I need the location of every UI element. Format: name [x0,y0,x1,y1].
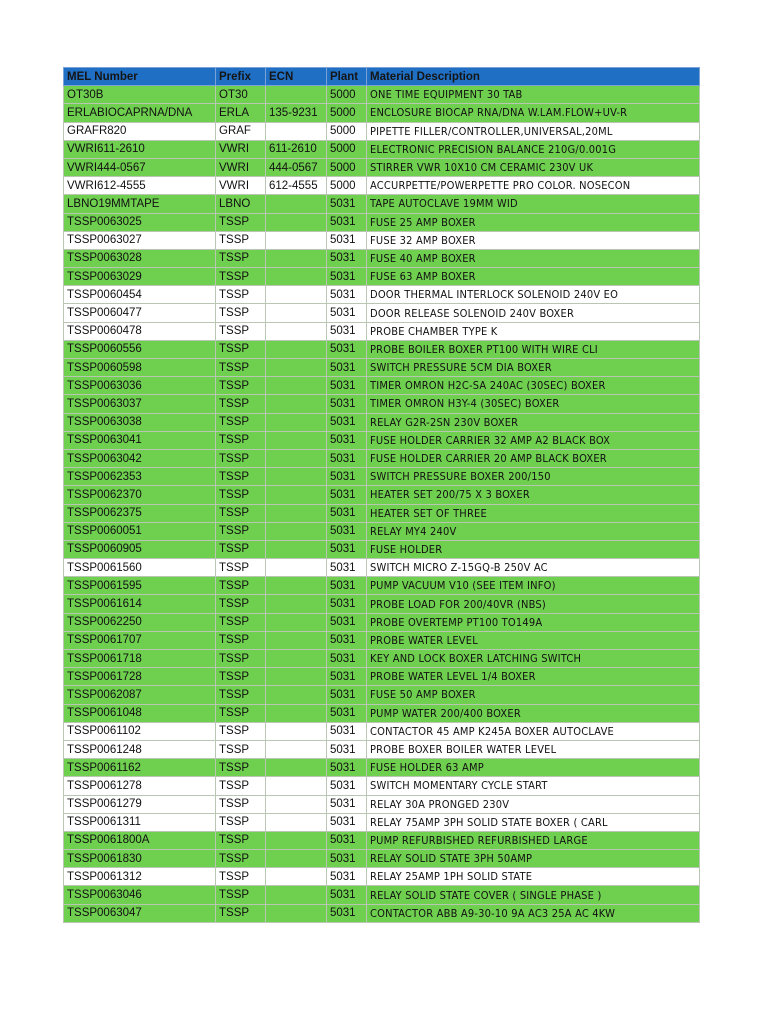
prefix-cell[interactable]: TSSP [216,449,266,467]
table-row [64,213,700,231]
description-cell[interactable]: RELAY SOLID STATE 3PH 50AMP [367,850,700,868]
table-row [64,795,700,813]
ecn-cell[interactable] [266,249,327,267]
prefix-cell[interactable]: TSSP [216,831,266,849]
plant-cell[interactable]: 5031 [327,249,367,267]
prefix-cell[interactable]: TSSP [216,359,266,377]
table-row [64,195,700,213]
plant-cell[interactable]: 5031 [327,468,367,486]
ecn-cell[interactable] [266,86,327,104]
mel-number-cell[interactable]: TSSP0060598 [64,359,216,377]
plant-cell[interactable]: 5031 [327,359,367,377]
mel-number-cell[interactable]: TSSP0060051 [64,522,216,540]
description-cell[interactable]: PIPETTE FILLER/CONTROLLER,UNIVERSAL,20ML [367,122,700,140]
plant-cell[interactable]: 5031 [327,850,367,868]
plant-cell[interactable]: 5000 [327,104,367,122]
ecn-cell[interactable] [266,359,327,377]
mel-number-cell[interactable]: TSSP0061279 [64,795,216,813]
description-cell[interactable]: ELECTRONIC PRECISION BALANCE 210G/0.001G [367,140,700,158]
plant-cell[interactable]: 5031 [327,668,367,686]
table-row [64,449,700,467]
description-cell[interactable]: FUSE 63 AMP BOXER [367,268,700,286]
ecn-cell[interactable]: 611-2610 [266,140,327,158]
table-row [64,540,700,558]
mel-number-cell[interactable]: TSSP0062250 [64,613,216,631]
description-cell[interactable]: PROBE LOAD FOR 200/40VR (NBS) [367,595,700,613]
ecn-cell[interactable] [266,577,327,595]
ecn-cell[interactable] [266,795,327,813]
table-row [64,104,700,122]
plant-cell[interactable]: 5031 [327,377,367,395]
prefix-cell[interactable]: LBNO [216,195,266,213]
mel-number-cell[interactable]: TSSP0063036 [64,377,216,395]
ecn-cell[interactable] [266,740,327,758]
ecn-cell[interactable] [266,540,327,558]
mel-number-cell[interactable]: TSSP0061048 [64,704,216,722]
mel-number-cell[interactable]: TSSP0062353 [64,468,216,486]
mel-number-cell[interactable]: TSSP0061162 [64,759,216,777]
plant-cell[interactable]: 5031 [327,195,367,213]
ecn-cell[interactable] [266,631,327,649]
table-row [64,631,700,649]
ecn-cell[interactable] [266,886,327,904]
mel-number-cell[interactable]: VWRI612-4555 [64,177,216,195]
description-cell[interactable]: HEATER SET 200/75 X 3 BOXER [367,486,700,504]
mel-number-cell[interactable]: VWRI611-2610 [64,140,216,158]
description-cell[interactable]: HEATER SET OF THREE [367,504,700,522]
description-cell[interactable]: CONTACTOR 45 AMP K245A BOXER AUTOCLAVE [367,722,700,740]
prefix-cell[interactable]: TSSP [216,777,266,795]
description-cell[interactable]: FUSE HOLDER CARRIER 20 AMP BLACK BOXER [367,449,700,467]
table-row [64,650,700,668]
mel-number-cell[interactable]: TSSP0061248 [64,740,216,758]
ecn-cell[interactable] [266,340,327,358]
plant-cell[interactable]: 5031 [327,504,367,522]
prefix-cell[interactable]: TSSP [216,650,266,668]
plant-cell[interactable]: 5000 [327,177,367,195]
description-cell[interactable]: SWITCH MICRO Z-15GQ-B 250V AC [367,559,700,577]
plant-cell[interactable]: 5031 [327,595,367,613]
mel-table [63,67,700,923]
table-row [64,86,700,104]
description-cell[interactable]: CONTACTOR ABB A9-30-10 9A AC3 25A AC 4KW [367,904,700,922]
prefix-cell[interactable]: TSSP [216,886,266,904]
header-material-description[interactable]: Material Description [367,68,700,86]
table-row [64,850,700,868]
ecn-cell[interactable] [266,831,327,849]
plant-cell[interactable]: 5031 [327,722,367,740]
plant-cell[interactable]: 5031 [327,449,367,467]
mel-number-cell[interactable]: TSSP0062375 [64,504,216,522]
description-cell[interactable]: TIMER OMRON H2C-SA 240AC (30SEC) BOXER [367,377,700,395]
ecn-cell[interactable] [266,722,327,740]
prefix-cell[interactable]: TSSP [216,486,266,504]
table-row [64,177,700,195]
description-cell[interactable]: DOOR RELEASE SOLENOID 240V BOXER [367,304,700,322]
prefix-cell[interactable]: TSSP [216,431,266,449]
prefix-cell[interactable]: TSSP [216,413,266,431]
plant-cell[interactable]: 5031 [327,631,367,649]
plant-cell[interactable]: 5031 [327,868,367,886]
header-plant[interactable]: Plant [327,68,367,86]
description-cell[interactable]: PROBE BOILER BOXER PT100 WITH WIRE CLI [367,340,700,358]
table-row [64,431,700,449]
plant-cell[interactable]: 5031 [327,577,367,595]
table-row [64,886,700,904]
prefix-cell[interactable]: TSSP [216,268,266,286]
header-ecn[interactable]: ECN [266,68,327,86]
description-cell[interactable]: FUSE 32 AMP BOXER [367,231,700,249]
ecn-cell[interactable] [266,668,327,686]
table-row [64,122,700,140]
mel-number-cell[interactable]: TSSP0061728 [64,668,216,686]
mel-number-cell[interactable]: TSSP0063041 [64,431,216,449]
plant-cell[interactable]: 5031 [327,322,367,340]
prefix-cell[interactable]: TSSP [216,631,266,649]
mel-number-cell[interactable]: TSSP0063038 [64,413,216,431]
mel-number-cell[interactable]: TSSP0063029 [64,268,216,286]
mel-number-cell[interactable]: TSSP0061614 [64,595,216,613]
plant-cell[interactable]: 5031 [327,413,367,431]
plant-cell[interactable]: 5031 [327,795,367,813]
ecn-cell[interactable] [266,868,327,886]
mel-number-cell[interactable]: TSSP0061311 [64,813,216,831]
prefix-cell[interactable]: GRAF [216,122,266,140]
description-cell[interactable]: ENCLOSURE BIOCAP RNA/DNA W.LAM.FLOW+UV-R [367,104,700,122]
table-row [64,595,700,613]
mel-number-cell[interactable]: TSSP0061312 [64,868,216,886]
prefix-cell[interactable]: TSSP [216,395,266,413]
mel-number-cell[interactable]: GRAFR820 [64,122,216,140]
description-cell[interactable]: FUSE HOLDER [367,540,700,558]
table-row [64,704,700,722]
description-cell[interactable]: SWITCH PRESSURE 5CM DIA BOXER [367,359,700,377]
mel-number-cell[interactable]: TSSP0061595 [64,577,216,595]
description-cell[interactable]: RELAY 30A PRONGED 230V [367,795,700,813]
ecn-cell[interactable] [266,504,327,522]
table-row [64,359,700,377]
prefix-cell[interactable]: TSSP [216,504,266,522]
plant-cell[interactable]: 5031 [327,522,367,540]
ecn-cell[interactable] [266,322,327,340]
prefix-cell[interactable]: TSSP [216,231,266,249]
ecn-cell[interactable] [266,213,327,231]
ecn-cell[interactable] [266,595,327,613]
mel-number-cell[interactable]: TSSP0060454 [64,286,216,304]
description-cell[interactable]: RELAY 75AMP 3PH SOLID STATE BOXER ( CARL [367,813,700,831]
prefix-cell[interactable]: TSSP [216,213,266,231]
mel-number-cell[interactable]: VWRI444-0567 [64,158,216,176]
table-row [64,413,700,431]
prefix-cell[interactable]: ERLA [216,104,266,122]
plant-cell[interactable]: 5031 [327,650,367,668]
ecn-cell[interactable] [266,468,327,486]
prefix-cell[interactable]: TSSP [216,904,266,922]
plant-cell[interactable]: 5000 [327,86,367,104]
table-row [64,377,700,395]
prefix-cell[interactable]: TSSP [216,304,266,322]
ecn-cell[interactable] [266,559,327,577]
mel-number-cell[interactable]: TSSP0063037 [64,395,216,413]
prefix-cell[interactable]: TSSP [216,704,266,722]
prefix-cell[interactable]: TSSP [216,722,266,740]
table-row [64,686,700,704]
ecn-cell[interactable] [266,122,327,140]
ecn-cell[interactable] [266,304,327,322]
table-row [64,559,700,577]
description-cell[interactable]: STIRRER VWR 10X10 CM CERAMIC 230V UK [367,158,700,176]
ecn-cell[interactable] [266,431,327,449]
prefix-cell[interactable]: TSSP [216,686,266,704]
table-row [64,231,700,249]
ecn-cell[interactable] [266,268,327,286]
mel-number-cell[interactable]: TSSP0062087 [64,686,216,704]
table-row [64,740,700,758]
table-row [64,340,700,358]
plant-cell[interactable]: 5031 [327,268,367,286]
description-cell[interactable]: KEY AND LOCK BOXER LATCHING SWITCH [367,650,700,668]
plant-cell[interactable]: 5031 [327,486,367,504]
description-cell[interactable]: FUSE 25 AMP BOXER [367,213,700,231]
mel-number-cell[interactable]: TSSP0061102 [64,722,216,740]
table-row [64,286,700,304]
description-cell[interactable]: PROBE BOXER BOILER WATER LEVEL [367,740,700,758]
prefix-cell[interactable]: TSSP [216,850,266,868]
mel-number-cell[interactable]: TSSP0061800A [64,831,216,849]
ecn-cell[interactable] [266,777,327,795]
table-row [64,868,700,886]
ecn-cell[interactable] [266,413,327,431]
ecn-cell[interactable] [266,613,327,631]
ecn-cell[interactable] [266,850,327,868]
ecn-cell[interactable] [266,522,327,540]
description-cell[interactable]: DOOR THERMAL INTERLOCK SOLENOID 240V EO [367,286,700,304]
prefix-cell[interactable]: TSSP [216,813,266,831]
ecn-cell[interactable]: 135-9231 [266,104,327,122]
ecn-cell[interactable] [266,231,327,249]
table-row [64,268,700,286]
plant-cell[interactable]: 5031 [327,831,367,849]
prefix-cell[interactable]: TSSP [216,468,266,486]
description-cell[interactable]: SWITCH MOMENTARY CYCLE START [367,777,700,795]
header-row [64,68,700,86]
mel-number-cell[interactable]: TSSP0061707 [64,631,216,649]
table-row [64,522,700,540]
description-cell[interactable]: PUMP VACUUM V10 (SEE ITEM INFO) [367,577,700,595]
ecn-cell[interactable] [266,195,327,213]
ecn-cell[interactable] [266,904,327,922]
ecn-cell[interactable] [266,759,327,777]
table-row [64,158,700,176]
mel-number-cell[interactable]: ERLABIOCAPRNA/DNA [64,104,216,122]
description-cell[interactable]: PUMP WATER 200/400 BOXER [367,704,700,722]
ecn-cell[interactable] [266,377,327,395]
prefix-cell[interactable]: VWRI [216,140,266,158]
plant-cell[interactable]: 5031 [327,231,367,249]
plant-cell[interactable]: 5031 [327,395,367,413]
ecn-cell[interactable] [266,704,327,722]
table-row [64,722,700,740]
table-row [64,831,700,849]
description-cell[interactable]: PROBE WATER LEVEL [367,631,700,649]
mel-number-cell[interactable]: TSSP0063046 [64,886,216,904]
table-row [64,613,700,631]
prefix-cell[interactable]: TSSP [216,340,266,358]
prefix-cell[interactable]: TSSP [216,559,266,577]
ecn-cell[interactable] [266,449,327,467]
description-cell[interactable]: PROBE WATER LEVEL 1/4 BOXER [367,668,700,686]
prefix-cell[interactable]: TSSP [216,286,266,304]
mel-number-cell[interactable]: TSSP0060477 [64,304,216,322]
table-row [64,668,700,686]
spreadsheet [63,67,699,923]
header-prefix[interactable]: Prefix [216,68,266,86]
description-cell[interactable]: RELAY SOLID STATE COVER ( SINGLE PHASE ) [367,886,700,904]
prefix-cell[interactable]: TSSP [216,868,266,886]
table-row [64,486,700,504]
mel-number-cell[interactable]: TSSP0063027 [64,231,216,249]
description-cell[interactable]: ONE TIME EQUIPMENT 30 TAB [367,86,700,104]
mel-number-cell[interactable]: TSSP0063047 [64,904,216,922]
table-row [64,577,700,595]
table-row [64,322,700,340]
mel-number-cell[interactable]: TSSP0060905 [64,540,216,558]
prefix-cell[interactable]: OT30 [216,86,266,104]
ecn-cell[interactable] [266,395,327,413]
description-cell[interactable]: PROBE CHAMBER TYPE K [367,322,700,340]
plant-cell[interactable]: 5031 [327,613,367,631]
plant-cell[interactable]: 5031 [327,904,367,922]
table-row [64,904,700,922]
prefix-cell[interactable]: TSSP [216,522,266,540]
mel-number-cell[interactable]: TSSP0063042 [64,449,216,467]
plant-cell[interactable]: 5031 [327,431,367,449]
mel-number-cell[interactable]: TSSP0063028 [64,249,216,267]
prefix-cell[interactable]: TSSP [216,668,266,686]
prefix-cell[interactable]: TSSP [216,377,266,395]
plant-cell[interactable]: 5031 [327,759,367,777]
prefix-cell[interactable]: TSSP [216,249,266,267]
description-cell[interactable]: FUSE HOLDER CARRIER 32 AMP A2 BLACK BOX [367,431,700,449]
plant-cell[interactable]: 5031 [327,304,367,322]
table-row [64,468,700,486]
description-cell[interactable]: PUMP REFURBISHED REFURBISHED LARGE [367,831,700,849]
mel-number-cell[interactable]: TSSP0060556 [64,340,216,358]
table-row [64,777,700,795]
plant-cell[interactable]: 5031 [327,740,367,758]
table-row [64,395,700,413]
prefix-cell[interactable]: TSSP [216,322,266,340]
mel-number-cell[interactable]: TSSP0060478 [64,322,216,340]
table-row [64,813,700,831]
description-cell[interactable]: RELAY 25AMP 1PH SOLID STATE [367,868,700,886]
mel-number-cell[interactable]: TSSP0061560 [64,559,216,577]
table-row [64,504,700,522]
plant-cell[interactable]: 5031 [327,886,367,904]
prefix-cell[interactable]: TSSP [216,795,266,813]
ecn-cell[interactable] [266,486,327,504]
prefix-cell[interactable]: VWRI [216,177,266,195]
description-cell[interactable]: SWITCH PRESSURE BOXER 200/150 [367,468,700,486]
plant-cell[interactable]: 5031 [327,286,367,304]
description-cell[interactable]: TIMER OMRON H3Y-4 (30SEC) BOXER [367,395,700,413]
description-cell[interactable]: RELAY G2R-2SN 230V BOXER [367,413,700,431]
ecn-cell[interactable] [266,813,327,831]
prefix-cell[interactable]: TSSP [216,577,266,595]
mel-number-cell[interactable]: TSSP0061278 [64,777,216,795]
mel-number-cell[interactable]: LBNO19MMTAPE [64,195,216,213]
prefix-cell[interactable]: TSSP [216,740,266,758]
ecn-cell[interactable] [266,686,327,704]
ecn-cell[interactable]: 444-0567 [266,158,327,176]
description-cell[interactable]: FUSE HOLDER 63 AMP [367,759,700,777]
ecn-cell[interactable] [266,286,327,304]
plant-cell[interactable]: 5031 [327,777,367,795]
mel-number-cell[interactable]: TSSP0061718 [64,650,216,668]
description-cell[interactable]: TAPE AUTOCLAVE 19MM WID [367,195,700,213]
table-row [64,304,700,322]
description-cell[interactable]: PROBE OVERTEMP PT100 TO149A [367,613,700,631]
prefix-cell[interactable]: TSSP [216,759,266,777]
ecn-cell[interactable] [266,650,327,668]
description-cell[interactable]: FUSE 40 AMP BOXER [367,249,700,267]
plant-cell[interactable]: 5031 [327,813,367,831]
plant-cell[interactable]: 5031 [327,340,367,358]
table-row [64,140,700,158]
mel-number-cell[interactable]: TSSP0062370 [64,486,216,504]
prefix-cell[interactable]: TSSP [216,613,266,631]
mel-number-cell[interactable]: TSSP0063025 [64,213,216,231]
plant-cell[interactable]: 5000 [327,158,367,176]
plant-cell[interactable]: 5031 [327,559,367,577]
ecn-cell[interactable]: 612-4555 [266,177,327,195]
header-mel-number[interactable]: MEL Number [64,68,216,86]
table-row [64,249,700,267]
prefix-cell[interactable]: VWRI [216,158,266,176]
plant-cell[interactable]: 5000 [327,140,367,158]
mel-number-cell[interactable]: TSSP0061830 [64,850,216,868]
prefix-cell[interactable]: TSSP [216,540,266,558]
plant-cell[interactable]: 5000 [327,122,367,140]
table-row [64,759,700,777]
mel-number-cell[interactable]: OT30B [64,86,216,104]
description-cell[interactable]: ACCURPETTE/POWERPETTE PRO COLOR. NOSECON [367,177,700,195]
description-cell[interactable]: FUSE 50 AMP BOXER [367,686,700,704]
description-cell[interactable]: RELAY MY4 240V [367,522,700,540]
prefix-cell[interactable]: TSSP [216,595,266,613]
plant-cell[interactable]: 5031 [327,540,367,558]
plant-cell[interactable]: 5031 [327,686,367,704]
plant-cell[interactable]: 5031 [327,704,367,722]
plant-cell[interactable]: 5031 [327,213,367,231]
